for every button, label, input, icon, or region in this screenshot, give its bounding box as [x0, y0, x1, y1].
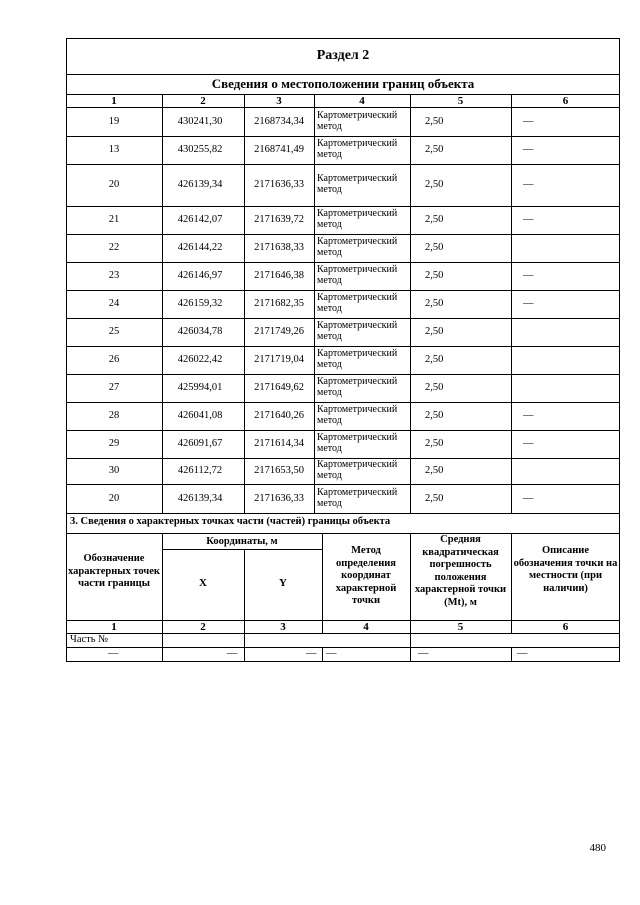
- section3-column-number: 5: [457, 621, 464, 633]
- cell-method-line2: метод: [317, 149, 342, 160]
- header-coordinates: Координаты, м: [206, 536, 278, 547]
- cell-y: 2171646,38: [254, 270, 304, 281]
- cell-description: —: [523, 298, 534, 309]
- cell-accuracy: 2,50: [425, 144, 444, 155]
- cell-x: 426112,72: [177, 465, 223, 476]
- cell-accuracy: 2,50: [425, 116, 444, 127]
- cell-y: 2168741,49: [254, 144, 304, 155]
- cell-n: 20: [108, 492, 120, 504]
- cell-method-line2: метод: [317, 443, 342, 454]
- cell-x: 426144,22: [177, 242, 223, 253]
- cell-x: 430241,30: [177, 116, 223, 127]
- cell-n: 22: [108, 242, 120, 253]
- section-title: Раздел 2: [316, 48, 370, 63]
- header-designation: Обозначение характерных точек части границы: [68, 553, 160, 589]
- header-x: X: [199, 577, 207, 589]
- cell-n: 23: [108, 270, 120, 281]
- cell-accuracy: 2,50: [425, 179, 444, 190]
- header-y: Y: [279, 577, 287, 589]
- cell-accuracy: 2,50: [425, 354, 444, 365]
- cell-method-line1: Картометрический: [317, 486, 398, 498]
- header-accuracy: Средняя квадратическая погрешность положения характерной точки (Мt), м: [414, 534, 507, 608]
- cell-x: 426139,34: [177, 179, 223, 190]
- column-number: 2: [200, 95, 206, 107]
- cell-n: 25: [108, 326, 120, 337]
- cell-x: 426022,42: [177, 354, 223, 365]
- cell-description: —: [523, 214, 534, 225]
- cell-accuracy: 2,50: [425, 326, 444, 337]
- empty-cell-dash: —: [326, 648, 337, 659]
- cell-method-line1: Картометрический: [317, 320, 398, 331]
- cell-x: 426142,07: [177, 214, 223, 225]
- cell-y: 2171653,50: [254, 465, 304, 476]
- cell-method-line1: Картометрический: [317, 173, 398, 184]
- cell-x: 426034,78: [177, 326, 223, 337]
- cell-y: 2171639,72: [254, 214, 304, 225]
- cell-description: —: [523, 410, 534, 421]
- cell-n: 21: [108, 214, 120, 225]
- cell-n: 27: [108, 382, 120, 393]
- cell-description: —: [523, 270, 534, 281]
- cell-method-line1: Картометрический: [317, 236, 398, 247]
- empty-cell-dash: —: [306, 648, 317, 659]
- cell-method-line2: метод: [317, 470, 342, 481]
- cell-method-line1: Картометрический: [317, 432, 398, 443]
- cell-method-line2: метод: [317, 497, 342, 509]
- cell-method-line2: метод: [317, 219, 342, 230]
- cell-method-line1: Картометрический: [317, 459, 398, 470]
- cell-x: 426041,08: [177, 410, 223, 421]
- cell-x: 426159,32: [177, 298, 223, 309]
- header-description: Описание обозначения точки на местности (при наличии): [513, 545, 618, 594]
- part-label: Часть №: [70, 634, 109, 645]
- cell-method-line1: Картометрический: [317, 376, 398, 387]
- header-method: Метод определения координат характерной точки: [335, 545, 397, 606]
- cell-description: —: [523, 492, 534, 504]
- cell-n: 13: [108, 144, 120, 155]
- cell-accuracy: 2,50: [425, 298, 444, 309]
- cell-method-line2: метод: [317, 184, 342, 195]
- cell-y: 2168734,34: [254, 116, 304, 127]
- cell-accuracy: 2,50: [425, 214, 444, 225]
- cell-method-line1: Картометрический: [317, 208, 398, 219]
- cell-description: —: [523, 438, 534, 449]
- cell-method-line2: метод: [317, 359, 342, 370]
- cell-y: 2171749,26: [254, 326, 304, 337]
- section-subtitle: Сведения о местоположении границ объекта: [211, 76, 475, 91]
- empty-cell-dash: —: [227, 648, 238, 659]
- cell-accuracy: 2,50: [425, 438, 444, 449]
- cell-n: 28: [108, 410, 120, 421]
- cell-x: 426139,34: [177, 492, 223, 504]
- cell-method-line2: метод: [317, 121, 342, 132]
- cell-y: 2171682,35: [254, 298, 304, 309]
- cell-method-line2: метод: [317, 331, 342, 342]
- section3-column-number: 2: [200, 621, 206, 633]
- cell-accuracy: 2,50: [425, 382, 444, 393]
- cell-n: 19: [108, 116, 120, 127]
- cell-x: 425994,01: [177, 382, 223, 393]
- cell-x: 426091,67: [177, 438, 223, 449]
- cell-method-line1: Картометрический: [317, 138, 398, 149]
- cell-method-line1: Картометрический: [317, 404, 398, 415]
- cell-description: —: [523, 144, 534, 155]
- cell-accuracy: 2,50: [425, 492, 444, 504]
- cell-y: 2171636,33: [254, 492, 304, 504]
- cell-accuracy: 2,50: [425, 270, 444, 281]
- cell-y: 2171640,26: [254, 410, 304, 421]
- cell-accuracy: 2,50: [425, 410, 444, 421]
- column-number: 1: [111, 95, 117, 107]
- cell-n: 26: [108, 354, 120, 365]
- cell-method-line2: метод: [317, 415, 342, 426]
- cell-method-line2: метод: [317, 247, 342, 258]
- cell-n: 24: [108, 298, 120, 309]
- cell-method-line1: Картометрический: [317, 292, 398, 303]
- column-number: 6: [562, 95, 569, 107]
- empty-cell-dash: —: [418, 648, 429, 659]
- cell-method-line2: метод: [317, 303, 342, 314]
- column-number: 4: [359, 95, 365, 107]
- cell-method-line1: Картометрический: [317, 264, 398, 275]
- cell-x: 430255,82: [177, 144, 223, 155]
- cell-y: 2171649,62: [254, 382, 304, 393]
- cell-y: 2171719,04: [254, 354, 304, 365]
- section3-column-number: 6: [562, 621, 569, 633]
- cell-y: 2171614,34: [254, 438, 304, 449]
- column-number: 5: [457, 95, 464, 107]
- section3-column-number: 3: [280, 621, 286, 633]
- cell-accuracy: 2,50: [425, 465, 444, 476]
- cell-method-line2: метод: [317, 387, 342, 398]
- column-number: 3: [276, 95, 282, 107]
- page-number: 480: [589, 842, 606, 854]
- cell-method-line1: Картометрический: [317, 348, 398, 359]
- empty-cell-dash: —: [108, 648, 119, 659]
- cell-description: —: [523, 116, 534, 127]
- cell-y: 2171638,33: [254, 242, 304, 253]
- cell-n: 30: [108, 465, 120, 476]
- empty-cell-dash: —: [517, 648, 528, 659]
- cell-x: 426146,97: [177, 270, 223, 281]
- cell-y: 2171636,33: [254, 179, 304, 190]
- cell-method-line1: Картометрический: [317, 110, 398, 121]
- cell-n: 29: [108, 438, 120, 449]
- cell-method-line2: метод: [317, 275, 342, 286]
- cell-accuracy: 2,50: [425, 242, 444, 253]
- cell-n: 20: [108, 179, 120, 190]
- section3-title: 3. Сведения о характерных точках части (частей) границы объекта: [70, 516, 391, 527]
- section3-column-number: 4: [363, 621, 369, 633]
- cell-description: —: [523, 179, 534, 190]
- section3-column-number: 1: [111, 621, 117, 633]
